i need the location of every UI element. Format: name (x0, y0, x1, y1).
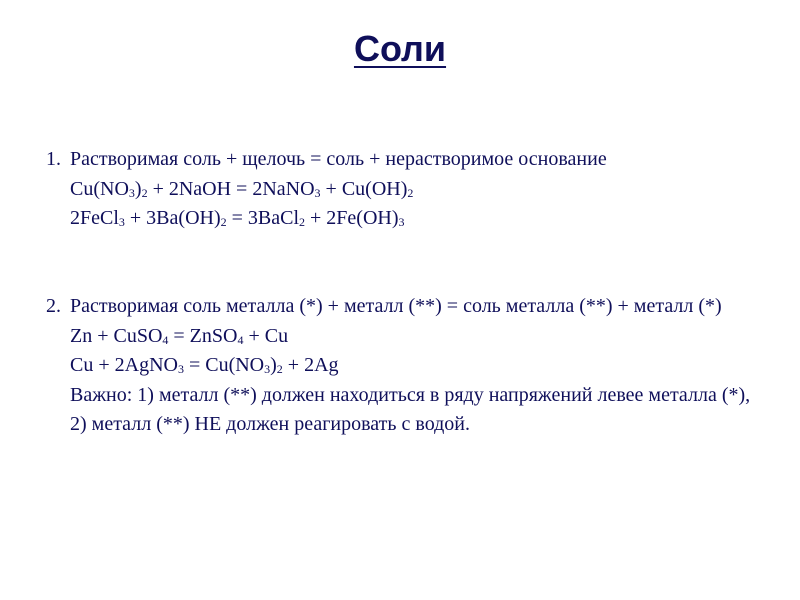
subscript: 2 (407, 185, 414, 200)
formula-text: + Cu (243, 324, 289, 347)
list-item-1 (46, 145, 766, 234)
important-note: Важно: 1) металл (**) должен находиться в ряду напряжений левее металла (*), 2) металл (**) НЕ должен реагировать с водой. (70, 383, 751, 435)
list-number: 2. (46, 295, 61, 317)
formula-text: = Cu(NO (183, 354, 265, 376)
formula-text: + Cu(OH) (320, 177, 408, 200)
formula-text: + 2Ag (282, 354, 339, 376)
subscript: 2 (141, 185, 148, 200)
subscript: 3 (398, 215, 405, 229)
equation-line (70, 322, 766, 352)
subscript: 3 (264, 362, 271, 376)
formula-text: = ZnSO (168, 324, 238, 347)
formula-text: Zn + CuSO (70, 324, 163, 347)
formula-text: + 3Ba(OH) (124, 207, 221, 229)
formula-text: ) (270, 354, 277, 376)
subscript: 4 (162, 332, 169, 347)
subscript: 3 (118, 215, 125, 229)
formula-text: 2FeCl (70, 207, 119, 229)
subscript: 2 (299, 215, 306, 229)
item-heading: Растворимая соль металла (*) + металл (**) = соль металла (**) + металл (*) (70, 295, 722, 317)
slide-title: Соли (353, 28, 447, 69)
subscript: 4 (237, 332, 244, 347)
item-heading: Растворимая соль + щелочь = соль + нерастворимое основание (70, 148, 607, 170)
subscript: 3 (177, 362, 184, 376)
formula-text: Cu(NO (70, 177, 129, 200)
subscript: 3 (314, 185, 321, 200)
formula-text: + 2Fe(OH) (305, 207, 399, 229)
list-item-2 (46, 292, 766, 440)
formula-text: + 2NaOH = 2NaNO (147, 177, 315, 200)
formula-text: Cu + 2AgNO (70, 354, 178, 376)
equation-line (70, 204, 766, 234)
subscript: 2 (276, 362, 283, 376)
subscript: 3 (128, 185, 135, 200)
subscript: 2 (220, 215, 227, 229)
formula-text: = 3BaCl (226, 207, 300, 229)
equation-line (70, 175, 766, 205)
equation-line (70, 351, 766, 381)
list-number: 1. (46, 148, 61, 170)
formula-text: ) (134, 177, 142, 200)
